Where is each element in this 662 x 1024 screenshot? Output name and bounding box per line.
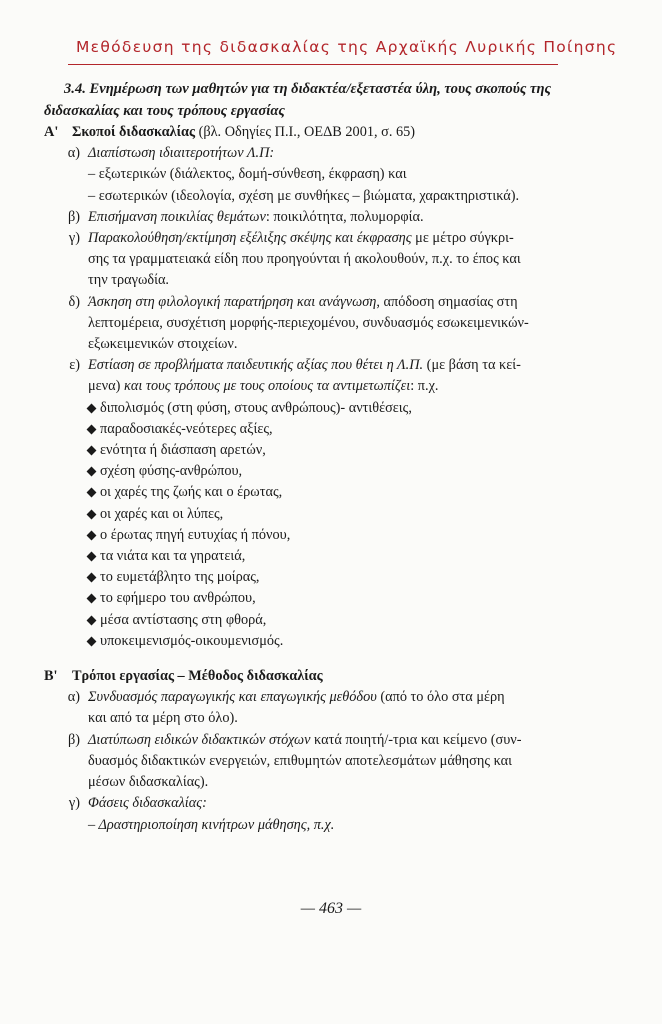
bullet-text: τα νιάτα και τα γηρατειά, <box>100 548 246 565</box>
diamond-bullet-icon <box>87 488 97 498</box>
item-c-line-2: σης τα γραμματειακά είδη που προηγούνται ή ακολουθούν, π.χ. το έπος και <box>88 251 521 268</box>
part-a-item-c <box>44 228 574 292</box>
section-heading-line-1: 3.4. Ενημέρωση των μαθητών για τη διδακτέα/εξεταστέα ύλη, τους σκοπούς της <box>64 81 552 97</box>
item-d-italic: Άσκηση στη φιλολογική παρατήρηση και ανάγνωση <box>88 293 377 310</box>
part-a-letter: Α' <box>44 124 59 140</box>
item-marker: γ) <box>68 795 80 812</box>
b-item-a-italic: Συνδυασμός παραγωγικής και επαγωγικής μεθόδου <box>88 689 377 706</box>
item-d-line-3: εξωκειμενικών στοιχείων. <box>88 336 238 353</box>
item-e-italic: Εστίαση σε προβλήματα παιδευτικής αξίας που θέτει η Λ.Π. <box>88 357 424 374</box>
list-item <box>88 398 574 419</box>
diamond-bullet-icon <box>87 615 97 625</box>
list-item <box>88 419 574 440</box>
item-b-rest: : ποικιλότητα, πολυμορφία. <box>265 208 424 225</box>
item-c-rest: με μέτρο σύγκρι- <box>411 230 514 247</box>
b-item-c-dash-1: – Δραστηριοποίηση κινήτρων μάθησης, π.χ. <box>88 816 335 833</box>
list-item <box>88 482 574 503</box>
bullet-text: οι χαρές και οι λύπες, <box>100 505 224 522</box>
b-item-a-rest: (από το όλο στα μέρη <box>376 689 505 706</box>
part-a-title: Σκοποί διδασκαλίας <box>72 124 196 140</box>
bullet-text: παραδοσιακές-νεότερες αξίες, <box>100 420 273 437</box>
bullet-text: ενότητα ή διάσπαση αρετών, <box>100 442 266 459</box>
item-e-line-2-plain: μενα) <box>88 378 124 395</box>
list-item <box>88 546 574 567</box>
diamond-bullet-icon <box>87 446 97 456</box>
list-item <box>88 588 574 609</box>
part-a-heading <box>44 122 574 143</box>
b-item-b-italic: Διατύπωση ειδικών διδακτικών στόχων <box>88 731 311 748</box>
running-head: Μεθόδευση της διδασκαλίας της Αρχαϊκής Λυρικής Ποίησης <box>76 38 618 56</box>
item-a-dash-2: – εσωτερικών (ιδεολογία, σχέση με συνθήκες – βιώματα, χαρακτηριστικά). <box>88 187 520 204</box>
diamond-bullet-icon <box>87 573 97 583</box>
diamond-bullet-icon <box>87 594 97 604</box>
bullet-text: ο έρωτας πηγή ευτυχίας ή πόνου, <box>100 526 291 543</box>
item-a-dash-1: – εξωτερικών (διάλεκτος, δομή-σύνθεση, έκφραση) και <box>88 166 407 183</box>
list-item <box>88 504 574 525</box>
page-number: — 463 — <box>300 900 362 917</box>
item-marker: ε) <box>69 357 80 374</box>
item-marker: δ) <box>68 293 80 310</box>
b-item-a-line-2: και από τα μέρη στο όλο). <box>88 710 238 727</box>
part-b-heading <box>44 666 574 687</box>
list-item <box>88 461 574 482</box>
b-item-b-rest: κατά ποιητή/-τρια και κείμενο (συν- <box>310 731 522 748</box>
diamond-bullet-icon <box>87 530 97 540</box>
section-heading-line-2: διδασκαλίας και τους τρόπους εργασίας <box>44 103 285 119</box>
diamond-bullet-icon <box>87 467 97 477</box>
bullet-text: το εφήμερο του ανθρώπου, <box>100 590 256 607</box>
section-spacer <box>44 652 574 666</box>
item-c-italic: Παρακολούθηση/εκτίμηση εξέλιξης σκέψης και έκφρασης <box>88 230 412 247</box>
list-item <box>88 631 574 652</box>
diamond-bullet-icon <box>87 552 97 562</box>
item-marker: α) <box>67 145 80 162</box>
bullet-text: το ευμετάβλητο της μοίρας, <box>100 569 260 586</box>
part-a-item-a <box>44 143 574 207</box>
list-item <box>88 525 574 546</box>
diamond-bullet-icon <box>87 509 97 519</box>
header-rule <box>68 64 558 65</box>
item-d-rest: , απόδοση σημασίας στη <box>376 293 518 310</box>
item-e-rest: (με βάση τα κεί- <box>423 357 521 374</box>
part-b-item-a <box>44 687 574 729</box>
bullet-text: σχέση φύσης-ανθρώπου, <box>100 463 243 480</box>
item-c-line-3: την τραγωδία. <box>88 272 170 289</box>
themes-bullet-list <box>44 398 574 652</box>
item-marker: α) <box>67 689 80 706</box>
diamond-bullet-icon <box>87 403 97 413</box>
diamond-bullet-icon <box>87 636 97 646</box>
diamond-bullet-icon <box>87 424 97 434</box>
list-item <box>88 567 574 588</box>
item-a-text: Διαπίστωση ιδιαιτεροτήτων Λ.Π: <box>88 145 275 162</box>
part-b-item-b <box>44 730 574 794</box>
page-content <box>44 78 574 836</box>
item-e-line-2-rest: : π.χ. <box>410 378 439 395</box>
bullet-text: οι χαρές της ζωής και ο έρωτας, <box>100 484 283 501</box>
part-b-letter: Β' <box>44 668 58 685</box>
item-marker: β) <box>67 731 80 748</box>
part-a-title-suffix: (βλ. Οδηγίες Π.Ι., ΟΕΔΒ 2001, σ. 65) <box>195 124 416 140</box>
item-marker: γ) <box>68 230 80 247</box>
bullet-text: μέσα αντίστασης στη φθορά, <box>100 611 267 628</box>
item-b-italic: Επισήμανση ποικιλίας θεμάτων <box>88 208 266 225</box>
b-item-b-line-2: δυασμός διδακτικών ενεργειών, επιθυμητών αποτελεσμάτων μάθησης και <box>88 752 512 769</box>
list-item <box>88 440 574 461</box>
list-item <box>88 610 574 631</box>
part-a-item-b <box>44 207 574 228</box>
part-b-title: Τρόποι εργασίας – Μέθοδος διδασκαλίας <box>72 668 323 685</box>
b-item-b-line-3: μέσων διδασκαλίας). <box>88 774 209 791</box>
part-b-item-c <box>44 793 574 835</box>
item-d-line-2: λεπτομέρεια, συσχέτιση μορφής-περιεχομένου, συνδυασμός εσωκειμενικών- <box>88 314 529 331</box>
bullet-text: διπολισμός (στη φύση, στους ανθρώπους)- αντιθέσεις, <box>100 399 412 416</box>
item-e-line-2-italic: και τους τρόπους με τους οποίους τα αντιμετωπίζει <box>123 378 411 395</box>
item-marker: β) <box>67 208 80 225</box>
part-a-item-d <box>44 292 574 356</box>
b-item-c-text: Φάσεις διδασκαλίας: <box>88 795 207 812</box>
section-heading <box>44 78 574 122</box>
part-a-item-e <box>44 355 574 397</box>
bullet-text: υποκειμενισμός-οικουμενισμός. <box>100 632 284 649</box>
